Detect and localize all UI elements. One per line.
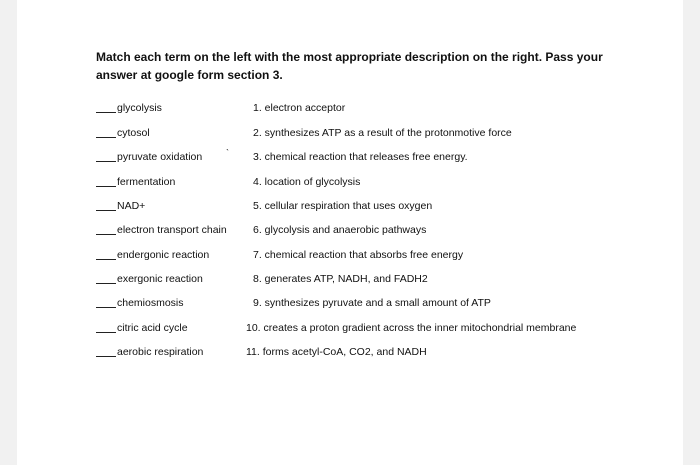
answer-blank[interactable] [96,210,116,211]
description: 6. glycolysis and anaerobic pathways [253,224,427,236]
term: endergonic reaction [117,249,210,261]
term: chemiosmosis [117,297,184,309]
match-row [0,148,700,167]
term: pyruvate oxidation [117,151,203,163]
answer-blank[interactable] [96,283,116,284]
description: 4. location of glycolysis [253,176,361,188]
match-row [0,273,700,289]
term: fermentation [117,176,176,188]
answer-blank[interactable] [96,332,116,333]
answer-blank[interactable] [96,112,116,113]
match-row [0,224,700,240]
description: 5. cellular respiration that uses oxygen [253,200,433,212]
answer-blank[interactable] [96,186,116,187]
description: 3. chemical reaction that releases free energy. [253,151,468,163]
description: 8. generates ATP, NADH, and FADH2 [253,273,428,285]
answer-blank[interactable] [96,259,116,260]
match-row [0,127,700,143]
match-row [0,200,700,216]
term: NAD+ [117,200,146,212]
answer-blank[interactable] [96,234,116,235]
description: 7. chemical reaction that absorbs free energy [253,249,464,261]
answer-blank[interactable] [96,137,116,138]
match-row [0,297,700,313]
match-row [0,346,700,362]
description: 9. synthesizes pyruvate and a small amount of ATP [253,297,491,309]
description: 2. synthesizes ATP as a result of the protonmotive force [253,127,512,139]
answer-blank[interactable] [96,356,116,357]
term: cytosol [117,127,150,139]
answer-blank[interactable] [96,161,116,162]
match-row [0,102,700,118]
match-row [0,176,700,192]
term: electron transport chain [117,224,227,236]
instructions-text: Match each term on the left with the most appropriate description on the right. Pass your answer at google form section 3. [96,50,603,82]
answer-blank[interactable] [96,307,116,308]
description: 10. creates a proton gradient across the inner mitochondrial membrane [246,322,577,334]
match-row [0,249,700,265]
term: exergonic reaction [117,273,203,285]
stray-mark: ` [226,148,229,158]
match-row [0,322,700,338]
term: glycolysis [117,102,162,114]
term: aerobic respiration [117,346,204,358]
term: citric acid cycle [117,322,188,334]
description: 11. forms acetyl-CoA, CO2, and NADH [246,346,427,358]
description: 1. electron acceptor [253,102,346,114]
